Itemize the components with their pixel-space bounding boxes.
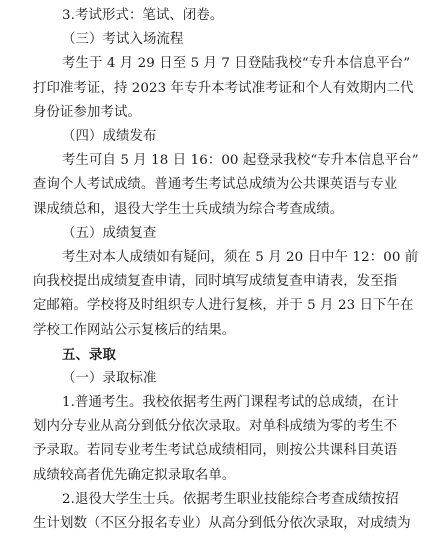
- section-heading-admission: 五、录取: [62, 346, 116, 363]
- exam-format-line: 3.考试形式：笔试、闭卷。: [62, 8, 224, 23]
- paragraph-line: 划内分专业从高分到低分依次录取。对单科成绩为零的考生不: [33, 419, 398, 435]
- paragraph-line: 定邮箱。学校将及时组织专人进行复核，并于 5 月 23 日下午在: [33, 298, 414, 314]
- paragraph-line: 考生对本人成绩如有疑问，须在 5 月 20 日中午 12：00 前: [62, 249, 419, 265]
- paragraph-line: 成绩较高者优先确定拟录取名单。: [33, 467, 236, 483]
- paragraph-line: 考生可自 5 月 18 日 16：00 起登录我校“专升本信息平台”: [62, 153, 419, 169]
- heading-results-release: （四）成绩发布: [62, 129, 157, 144]
- paragraph-line: 向我校提出成绩复查申请，同时填写成绩复查申请表，发至指: [33, 274, 398, 290]
- paragraph-line: 课成绩总和，退役大学生士兵成绩为综合考查成绩。: [33, 201, 344, 217]
- paragraph-line: 生计划数（不区分报名专业）从高分到低分依次录取，对成绩为: [33, 516, 411, 531]
- paragraph-line: 学校工作网站公示复核后的结果。: [33, 322, 236, 338]
- paragraph-line: 考生于 4 月 29 日至 5 月 7 日登陆我校“专升本信息平台”: [62, 56, 411, 72]
- paragraph-line: 身份证参加考试。: [33, 104, 141, 120]
- paragraph-line: 查询个人考试成绩。普通考生考试总成绩为公共课英语与专业: [33, 177, 398, 193]
- heading-results-review: （五）成绩复查: [62, 225, 157, 241]
- heading-exam-entry: （三）考试入场流程: [62, 32, 184, 48]
- heading-admission-criteria: （一）录取标准: [62, 370, 157, 386]
- paragraph-line: 1.普通考生。我校依据考生两门课程考试的总成绩，在计: [62, 395, 399, 410]
- paragraph-line: 予录取。若同专业考生考试总成绩相同，则按公共课科目英语: [33, 443, 398, 459]
- paragraph-line: 打印准考证，持 2023 年专升本考试准考证和个人有效期内二代: [33, 80, 414, 96]
- paragraph-line: 2.退役大学生士兵。依据考生职业技能综合考查成绩按招: [62, 491, 399, 507]
